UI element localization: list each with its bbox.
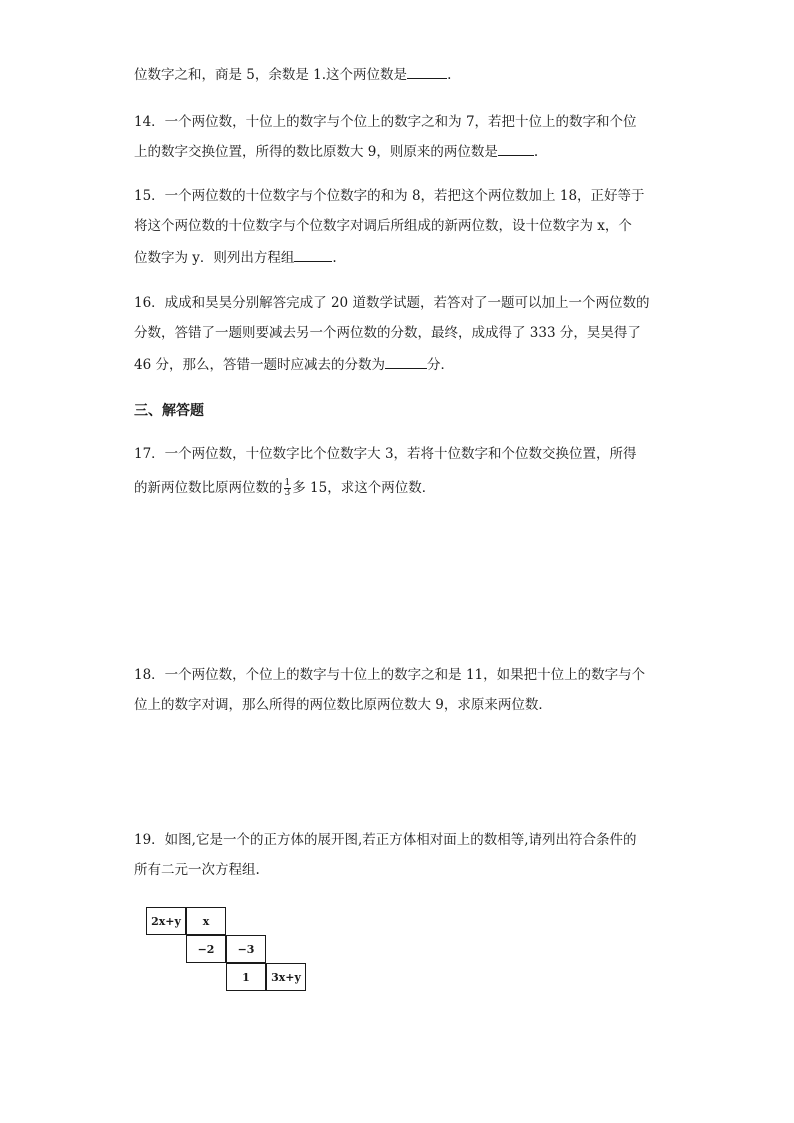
q13-tail: 位数字之和，商是 5，余数是 1.这个两位数是 . bbox=[134, 64, 451, 85]
section-title: 三、解答题 bbox=[134, 403, 204, 419]
q16-line2: 分数，答错了一题则要减去另一个两位数的分数，最终，成成得了 333 分，昊昊得了 bbox=[134, 325, 641, 341]
q15-line3: 位数字为 y．则列出方程组 . bbox=[134, 247, 337, 268]
cube-face-1: 1 bbox=[226, 963, 266, 991]
answer-blank[interactable] bbox=[407, 64, 447, 79]
q14-line2: 上的数字交换位置，所得的数比原数大 9，则原来的两位数是 . bbox=[134, 141, 538, 162]
fraction: $\frac{1}{3}$ bbox=[284, 478, 291, 498]
q19-line1: 19．如图,它是一个的正方体的展开图,若正方体相对面上的数相等,请列出符合条件的 bbox=[134, 832, 637, 848]
q16-line1: 16．成成和昊昊分别解答完成了 20 道数学试题，若答对了一题可以加上一个两位数的 bbox=[134, 295, 650, 311]
answer-blank[interactable] bbox=[385, 354, 427, 369]
q17-line2: 的新两位数比原两位数的 $\frac{1}{3}$ 多 15，求这个两位数． bbox=[134, 478, 436, 498]
q15-line1: 15．一个两位数的十位数字与个位数字的和为 8，若把这个两位数加上 18，正好等于 bbox=[134, 188, 645, 204]
answer-blank[interactable] bbox=[294, 247, 332, 262]
q14-line1: 14．一个两位数，十位上的数字与个位上的数字之和为 7，若把十位上的数字和个位 bbox=[134, 114, 637, 130]
cube-face-x: x bbox=[186, 907, 226, 935]
cube-face-neg2: −2 bbox=[186, 935, 226, 963]
cube-face-2x-plus-y: 2x+y bbox=[146, 907, 186, 935]
q18-line1: 18．一个两位数，个位上的数字与十位上的数字之和是 11，如果把十位上的数字与个 bbox=[134, 667, 646, 683]
q16-line3: 46 分，那么，答错一题时应减去的分数为 分． bbox=[134, 354, 454, 375]
q17-line1: 17．一个两位数，十位数字比个位数字大 3，若将十位数字和个位数交换位置，所得 bbox=[134, 446, 637, 462]
q15-line2: 将这个两位数的十位数字与个位数字对调后所组成的新两位数，设十位数字为 x，个 bbox=[134, 218, 632, 234]
q19-line2: 所有二元一次方程组. bbox=[134, 862, 260, 878]
cube-face-neg3: −3 bbox=[226, 935, 266, 963]
cube-face-3x-plus-y: 3x+y bbox=[266, 963, 306, 991]
answer-blank[interactable] bbox=[498, 141, 534, 156]
q18-line2: 位上的数字对调，那么所得的两位数比原两位数大 9，求原来两位数． bbox=[134, 697, 552, 713]
